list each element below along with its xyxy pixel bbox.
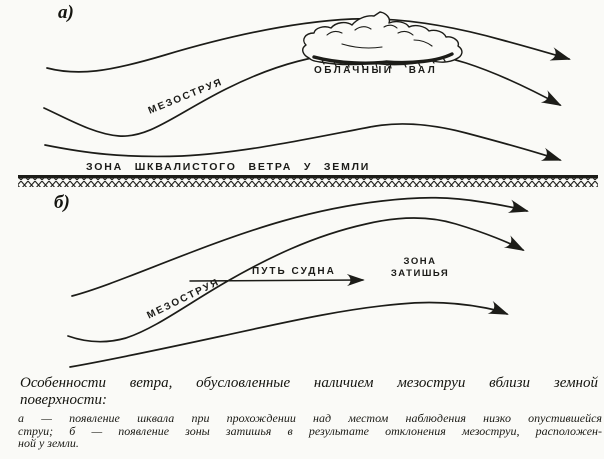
caption-note-line2: струи; б — появление зоны затишья в результате отклонения мезоструи, расположен- — [18, 423, 602, 438]
mesojet-label-a: МЕЗОСТРУЯ — [146, 76, 225, 117]
cloud-outline — [303, 12, 462, 65]
panel-a-letter: а) — [58, 2, 74, 23]
ground-surface — [18, 175, 598, 187]
caption-note — [18, 412, 602, 450]
cloud-bank-label: ОБЛАЧНЫЙ ВАЛ — [314, 65, 438, 76]
squall-zone-label: ЗОНА ШКВАЛИСТОГО ВЕТРА У ЗЕМЛИ — [86, 161, 371, 173]
panel-b-streamlines — [68, 198, 527, 367]
calm-zone-label-line2: ЗАТИШЬЯ — [390, 268, 450, 279]
caption-title-line1: Особенности ветра, обусловленные наличием мезоструи вблизи земной — [20, 375, 598, 391]
streamline-a-bottom — [45, 124, 560, 160]
calm-zone-label — [383, 256, 457, 280]
calm-zone-label-line1: ЗОНА — [403, 256, 437, 267]
streamline-a-mesojet — [44, 51, 560, 137]
mesojet-label-b: МЕЗОСТРУЯ — [145, 276, 222, 322]
streamline-b-top — [72, 198, 527, 296]
caption-note-line1: а — появление шквала при прохождении над местом наблюдения низко опустившейся — [18, 411, 602, 425]
caption-title-line2: поверхности: — [20, 391, 107, 408]
caption-title — [20, 375, 598, 408]
panel-b-letter: б) — [54, 192, 70, 213]
caption-note-line3: ной у земли. — [18, 436, 79, 451]
ship-path-label: ПУТЬ СУДНА — [252, 266, 336, 277]
